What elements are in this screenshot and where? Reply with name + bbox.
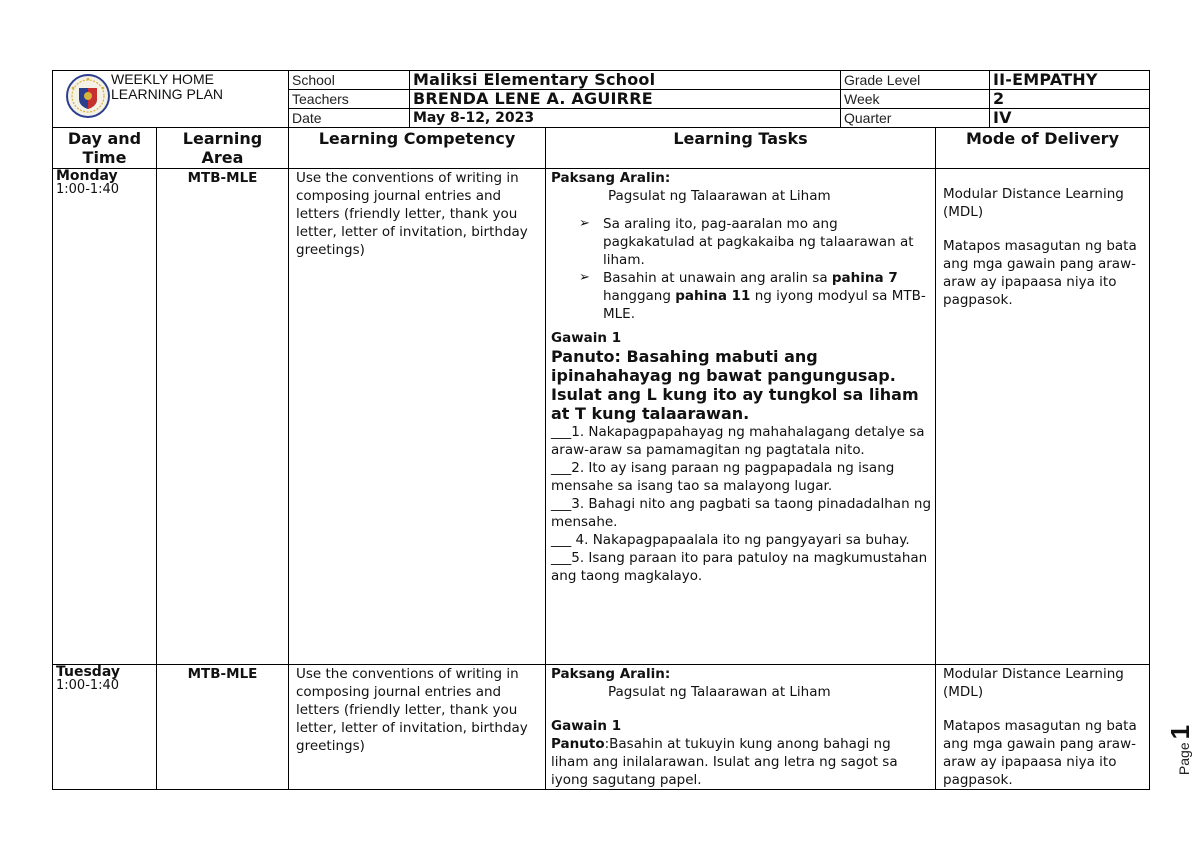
date-value: May 8-12, 2023 [410, 109, 841, 128]
item-2: ___2. Ito ay isang paraan ng pagpapadala ng isang mensahe sa isang tao sa malayong lugar. [551, 460, 895, 494]
topic-text: Pagsulat ng Talaarawan at Liham [608, 684, 831, 700]
item-1: ___1. Nakapagpapahayag ng mahahalagang detalye sa araw-araw sa pamamagitan ng pagtatala nito. [551, 424, 925, 458]
bullet-bold: pahina 7 [831, 270, 898, 286]
col-learning-competency: Learning Competency [289, 128, 546, 169]
date-label: Date [289, 109, 410, 128]
quarter-value: IV [990, 109, 1150, 128]
competency-cell: Use the conventions of writing in composing journal entries and letters (friendly letter, thank you letter, letter of invitation, birthday greetings) [289, 169, 546, 665]
col-mode-of-delivery: Mode of Delivery [936, 128, 1150, 169]
direction-label: Panuto [551, 736, 605, 752]
direction-text: :Basahin at tukuyin kung anong bahagi ng liham ang inilalarawan. Isulat ang letra ng sagot sa iyong sagutang papel. [551, 736, 898, 788]
mode-note: Matapos masagutan ng bata ang mga gawain pang araw-araw ay ipapaasa niya ito pagpasok. [943, 238, 1137, 308]
col-day-time: Day and Time [53, 128, 157, 169]
title-cell [53, 71, 289, 128]
direction [551, 735, 932, 789]
week-value: 2 [990, 90, 1150, 109]
tasks-cell [546, 169, 936, 665]
mode-cell [936, 169, 1150, 665]
time-label: 1:00-1:40 [56, 182, 120, 197]
topic-label: Paksang Aralin: [551, 170, 671, 186]
topic-label: Paksang Aralin: [551, 666, 671, 682]
page-number [1165, 720, 1195, 780]
activity-title: Gawain 1 [551, 718, 622, 734]
teachers-label: Teachers [289, 90, 410, 109]
learning-plan-page [52, 70, 1149, 790]
quarter-label: Quarter [841, 109, 990, 128]
day-label: Tuesday [56, 664, 120, 680]
bullet-bold: pahina 11 [675, 288, 751, 304]
page-word: Page [1176, 742, 1192, 776]
deped-seal-icon [65, 73, 111, 119]
tasks-cell [546, 665, 936, 790]
mode-method: Modular Distance Learning (MDL) [943, 666, 1124, 700]
col-learning-area: Learning Area [157, 128, 289, 169]
col-learning-tasks: Learning Tasks [546, 128, 936, 169]
mode-note: Matapos masagutan ng bata ang mga gawain pang araw-araw ay ipapaasa niya ito pagpasok. [943, 718, 1137, 788]
item-5: ___5. Isang paraan ito para patuloy na magkumustahan ang taong magkalayo. [551, 550, 928, 584]
table-row [53, 665, 1150, 790]
plan-table [52, 127, 1150, 790]
grade-label: Grade Level [841, 71, 990, 90]
direction [551, 347, 932, 423]
list-item: ➢ Sa araling ito, pag-aaralan mo ang pagkakatulad at pagkakaiba ng talaarawan at liham. [603, 215, 932, 269]
task-bullets [551, 215, 932, 323]
item-4: ___ 4. Nakapagpapaalala ito ng pangyayari sa buhay. [551, 532, 910, 548]
document-title: WEEKLY HOME LEARNING PLAN [111, 71, 224, 102]
school-label: School [289, 71, 410, 90]
direction-label: Panuto [551, 347, 615, 366]
page-number-value: 1 [1165, 724, 1195, 740]
week-label: Week [841, 90, 990, 109]
time-label: 1:00-1:40 [56, 678, 120, 693]
teachers-value: BRENDA LENE A. AGUIRRE [410, 90, 841, 109]
list-item [603, 269, 932, 323]
header-row-school [53, 71, 1150, 90]
learning-area-cell: MTB-MLE [157, 665, 289, 790]
activity-title: Gawain 1 [551, 330, 622, 346]
item-3: ___3. Bahagi nito ang pagbati sa taong pinadadalhan ng mensahe. [551, 496, 932, 530]
day-time-cell [53, 169, 157, 665]
table-row [53, 169, 1150, 665]
column-header-row [53, 128, 1150, 169]
school-value: Maliksi Elementary School [410, 71, 841, 90]
bullet-text: Basahin at unawain ang aralin sa [603, 270, 832, 286]
header-table [52, 70, 1150, 128]
bullet-text: ng iyong modyul sa MTB-MLE. [603, 288, 926, 322]
learning-area-cell: MTB-MLE [157, 169, 289, 665]
grade-value: II-EMPATHY [990, 71, 1150, 90]
day-time-cell [53, 665, 157, 790]
direction-text: : Basahing mabuti ang ipinahahayag ng bawat pangungusap. Isulat ang L kung ito ay tungkol sa liham at T kung talaarawan. [551, 347, 919, 423]
bullet-text: hanggang [603, 288, 676, 304]
topic-text: Pagsulat ng Talaarawan at Liham [608, 188, 831, 204]
day-label: Monday [56, 168, 118, 184]
mode-cell [936, 665, 1150, 790]
mode-method: Modular Distance Learning (MDL) [943, 186, 1124, 220]
competency-cell: Use the conventions of writing in composing journal entries and letters (friendly letter, thank you letter, letter of invitation, birthday greetings) [289, 665, 546, 790]
